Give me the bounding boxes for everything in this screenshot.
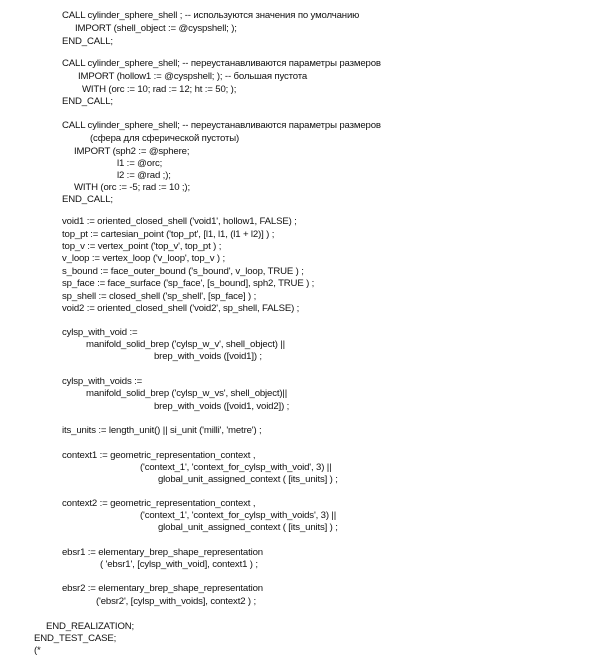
code-line: s_bound := face_outer_bound ('s_bound', v_loop, TRUE ) ; (62, 266, 304, 277)
code-line: context2 := geometric_representation_context , (62, 498, 256, 509)
code-line: top_v := vertex_point ('top_v', top_pt ) ; (62, 241, 222, 252)
code-line: void2 := oriented_closed_shell ('void2', sp_shell, FALSE) ; (62, 303, 300, 314)
code-line: ('ebsr2', [cylsp_with_voids], context2 ) ; (96, 596, 256, 607)
code-line: (* (34, 645, 41, 656)
code-line: END_CALL; (62, 96, 113, 107)
code-line: CALL cylinder_sphere_shell; -- переустанавливаются параметры размеров (62, 58, 381, 69)
code-line: brep_with_voids ([void1, void2]) ; (154, 401, 290, 412)
code-line: ( 'ebsr1', [cylsp_with_void], context1 ) ; (100, 559, 258, 570)
code-line: IMPORT (hollow1 := @cyspshell; ); -- большая пустота (78, 71, 308, 82)
code-line: CALL cylinder_sphere_shell; -- переустанавливаются параметры размеров (62, 120, 381, 131)
code-line: global_unit_assigned_context ( [its_units] ) ; (158, 522, 338, 533)
code-line: END_TEST_CASE; (34, 633, 117, 644)
code-line: ebsr1 := elementary_brep_shape_representation (62, 547, 263, 558)
code-line: WITH (orc := -5; rad := 10 ;); (74, 182, 190, 193)
code-line: IMPORT (shell_object := @cyspshell; ); (75, 23, 237, 34)
code-line: global_unit_assigned_context ( [its_units] ) ; (158, 474, 338, 485)
code-line: context1 := geometric_representation_context , (62, 450, 256, 461)
code-line: manifold_solid_brep ('cylsp_w_vs', shell_object)|| (86, 388, 288, 399)
code-line: l2 := @rad ;); (117, 170, 171, 181)
code-line: void1 := oriented_closed_shell ('void1', hollow1, FALSE) ; (62, 216, 297, 227)
code-line: ('context_1', 'context_for_cylsp_with_void', 3) || (140, 462, 332, 473)
code-line: CALL cylinder_sphere_shell ; -- используются значения по умолчанию (62, 10, 360, 21)
code-line: WITH (orc := 10; rad := 12; ht := 50; ); (82, 84, 237, 95)
code-line: IMPORT (sph2 := @sphere; (74, 146, 190, 157)
code-line: top_pt := cartesian_point ('top_pt', [l1, l1, (l1 + l2)] ) ; (62, 229, 275, 240)
code-line: END_CALL; (62, 36, 113, 47)
code-line: END_REALIZATION; (46, 621, 135, 632)
code-line: sp_shell := closed_shell ('sp_shell', [sp_face] ) ; (62, 291, 257, 302)
code-line: END_CALL; (62, 194, 113, 205)
code-line: ebsr2 := elementary_brep_shape_representation (62, 583, 263, 594)
code-line: brep_with_voids ([void1]) ; (154, 351, 262, 362)
code-line: cylsp_with_void := (62, 327, 138, 338)
code-line: v_loop := vertex_loop ('v_loop', top_v ) ; (62, 253, 225, 264)
code-line: ('context_1', 'context_for_cylsp_with_voids', 3) || (140, 510, 337, 521)
code-line: cylsp_with_voids := (62, 376, 143, 387)
code-line: l1 := @orc; (117, 158, 163, 169)
code-line: its_units := length_unit() || si_unit ('milli', 'metre') ; (62, 425, 262, 436)
code-line: sp_face := face_surface ('sp_face', [s_bound], sph2, TRUE ) ; (62, 278, 315, 289)
code-line: (сфера для сферической пустоты) (90, 133, 240, 144)
code-line: manifold_solid_brep ('cylsp_w_v', shell_object) || (86, 339, 285, 350)
